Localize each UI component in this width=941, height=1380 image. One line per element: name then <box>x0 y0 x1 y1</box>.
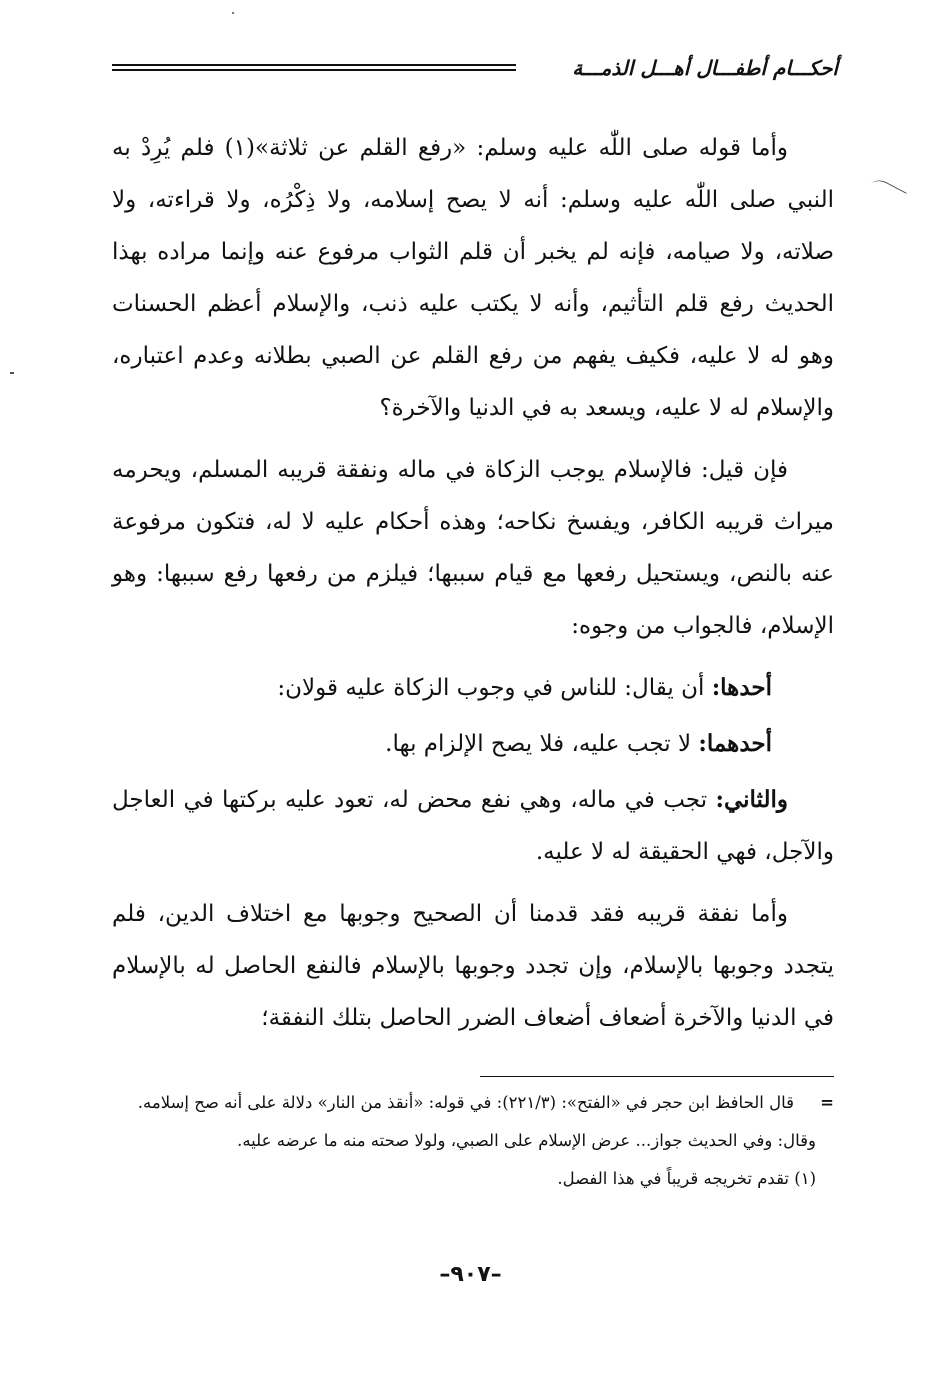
running-title: أحكـــام أطفـــال أهـــل الذمـــة <box>572 56 838 80</box>
paragraph-4-lead: أحدهما: <box>698 730 772 757</box>
margin-pencil-mark <box>863 176 907 215</box>
main-text <box>112 122 834 1054</box>
footnote-continued-text: قال الحافظ ابن حجر في «الفتح»: (٢٢١/٣): في قوله: «أنقذ من النار» دلالة على أنه صح إسلامه. <box>137 1093 794 1112</box>
paragraph-5 <box>112 774 834 878</box>
footnote-quote: وقال: وفي الحديث جواز... عرض الإسلام على الصبي، ولولا صحته منه ما عرضه عليه. <box>237 1131 816 1150</box>
paragraph-3-lead: أحدها: <box>711 674 772 701</box>
paragraph-4-text: لا تجب عليه، فلا يصح الإلزام بها. <box>385 731 699 757</box>
running-header <box>112 52 838 88</box>
paragraph-1: وأما قوله صلى اللّٰه عليه وسلم: «رفع القلم عن ثلاثة»(١) فلم يُرِدْ به النبي صلى اللّٰه عليه وسلم: أنه لا يصح إسلامه، ولا ذِكْرُه، ولا قراءته، ولا صلاته، ولا صيامه، فإنه لم يخبر أن قلم الثواب مرفوع عنه وإنما مراده بهذا الحديث رفع قلم التأثيم، وأنه لا يكتب عليه ذنب، والإسلام أعظم الحسنات وهو له لا عليه، فكيف يفهم من رفع القلم عن الصبي بطلانه وعدم اعتباره، والإسلام له لا عليه، ويسعد به في الدنيا والآخرة؟ <box>112 135 834 421</box>
scan-speck-left <box>10 372 14 374</box>
paragraph-3 <box>112 662 834 714</box>
footnote-1: (١) تقدم تخريجه قريباً في هذا الفصل. <box>557 1169 816 1188</box>
paragraph-5-text: تجب في ماله، وهي نفع محض له، تعود عليه بركتها في العاجل والآجل، فهي الحقيقة له لا عليه. <box>112 787 834 865</box>
paragraph-6: وأما نفقة قريبه فقد قدمنا أن الصحيح وجوبها مع اختلاف الدين، فلم يتجدد وجوبها بالإسلام، وإن تجدد وجوبها بالإسلام فالنفع الحاصل له بالإسلام في الدنيا والآخرة أضعاف أضعاف الضرر الحاصل بتلك النفقة؛ <box>112 901 834 1031</box>
page-number: –٩٠٧– <box>439 1262 502 1287</box>
footnote-continued <box>112 1084 834 1122</box>
footnote-separator <box>480 1076 834 1077</box>
paragraph-4 <box>112 718 834 770</box>
header-double-rule <box>112 64 516 71</box>
scan-speck <box>232 12 234 14</box>
paragraph-3-text: أن يقال: للناس في وجوب الزكاة عليه قولان: <box>277 675 712 701</box>
continuation-mark: = <box>820 1093 834 1112</box>
footnotes <box>112 1084 834 1198</box>
paragraph-5-lead: والثاني: <box>715 786 788 813</box>
paragraph-2: فإن قيل: فالإسلام يوجب الزكاة في ماله ونفقة قريبه المسلم، ويحرمه ميراث قريبه الكافر، ويفسخ نكاحه؛ وهذه أحكام عليه لا له، فتكون مرفوعة عنه بالنص، ويستحيل رفعها مع قيام سببها؛ فيلزم من رفعها رفع سببها: وهو الإسلام، فالجواب من وجوه: <box>112 457 834 639</box>
